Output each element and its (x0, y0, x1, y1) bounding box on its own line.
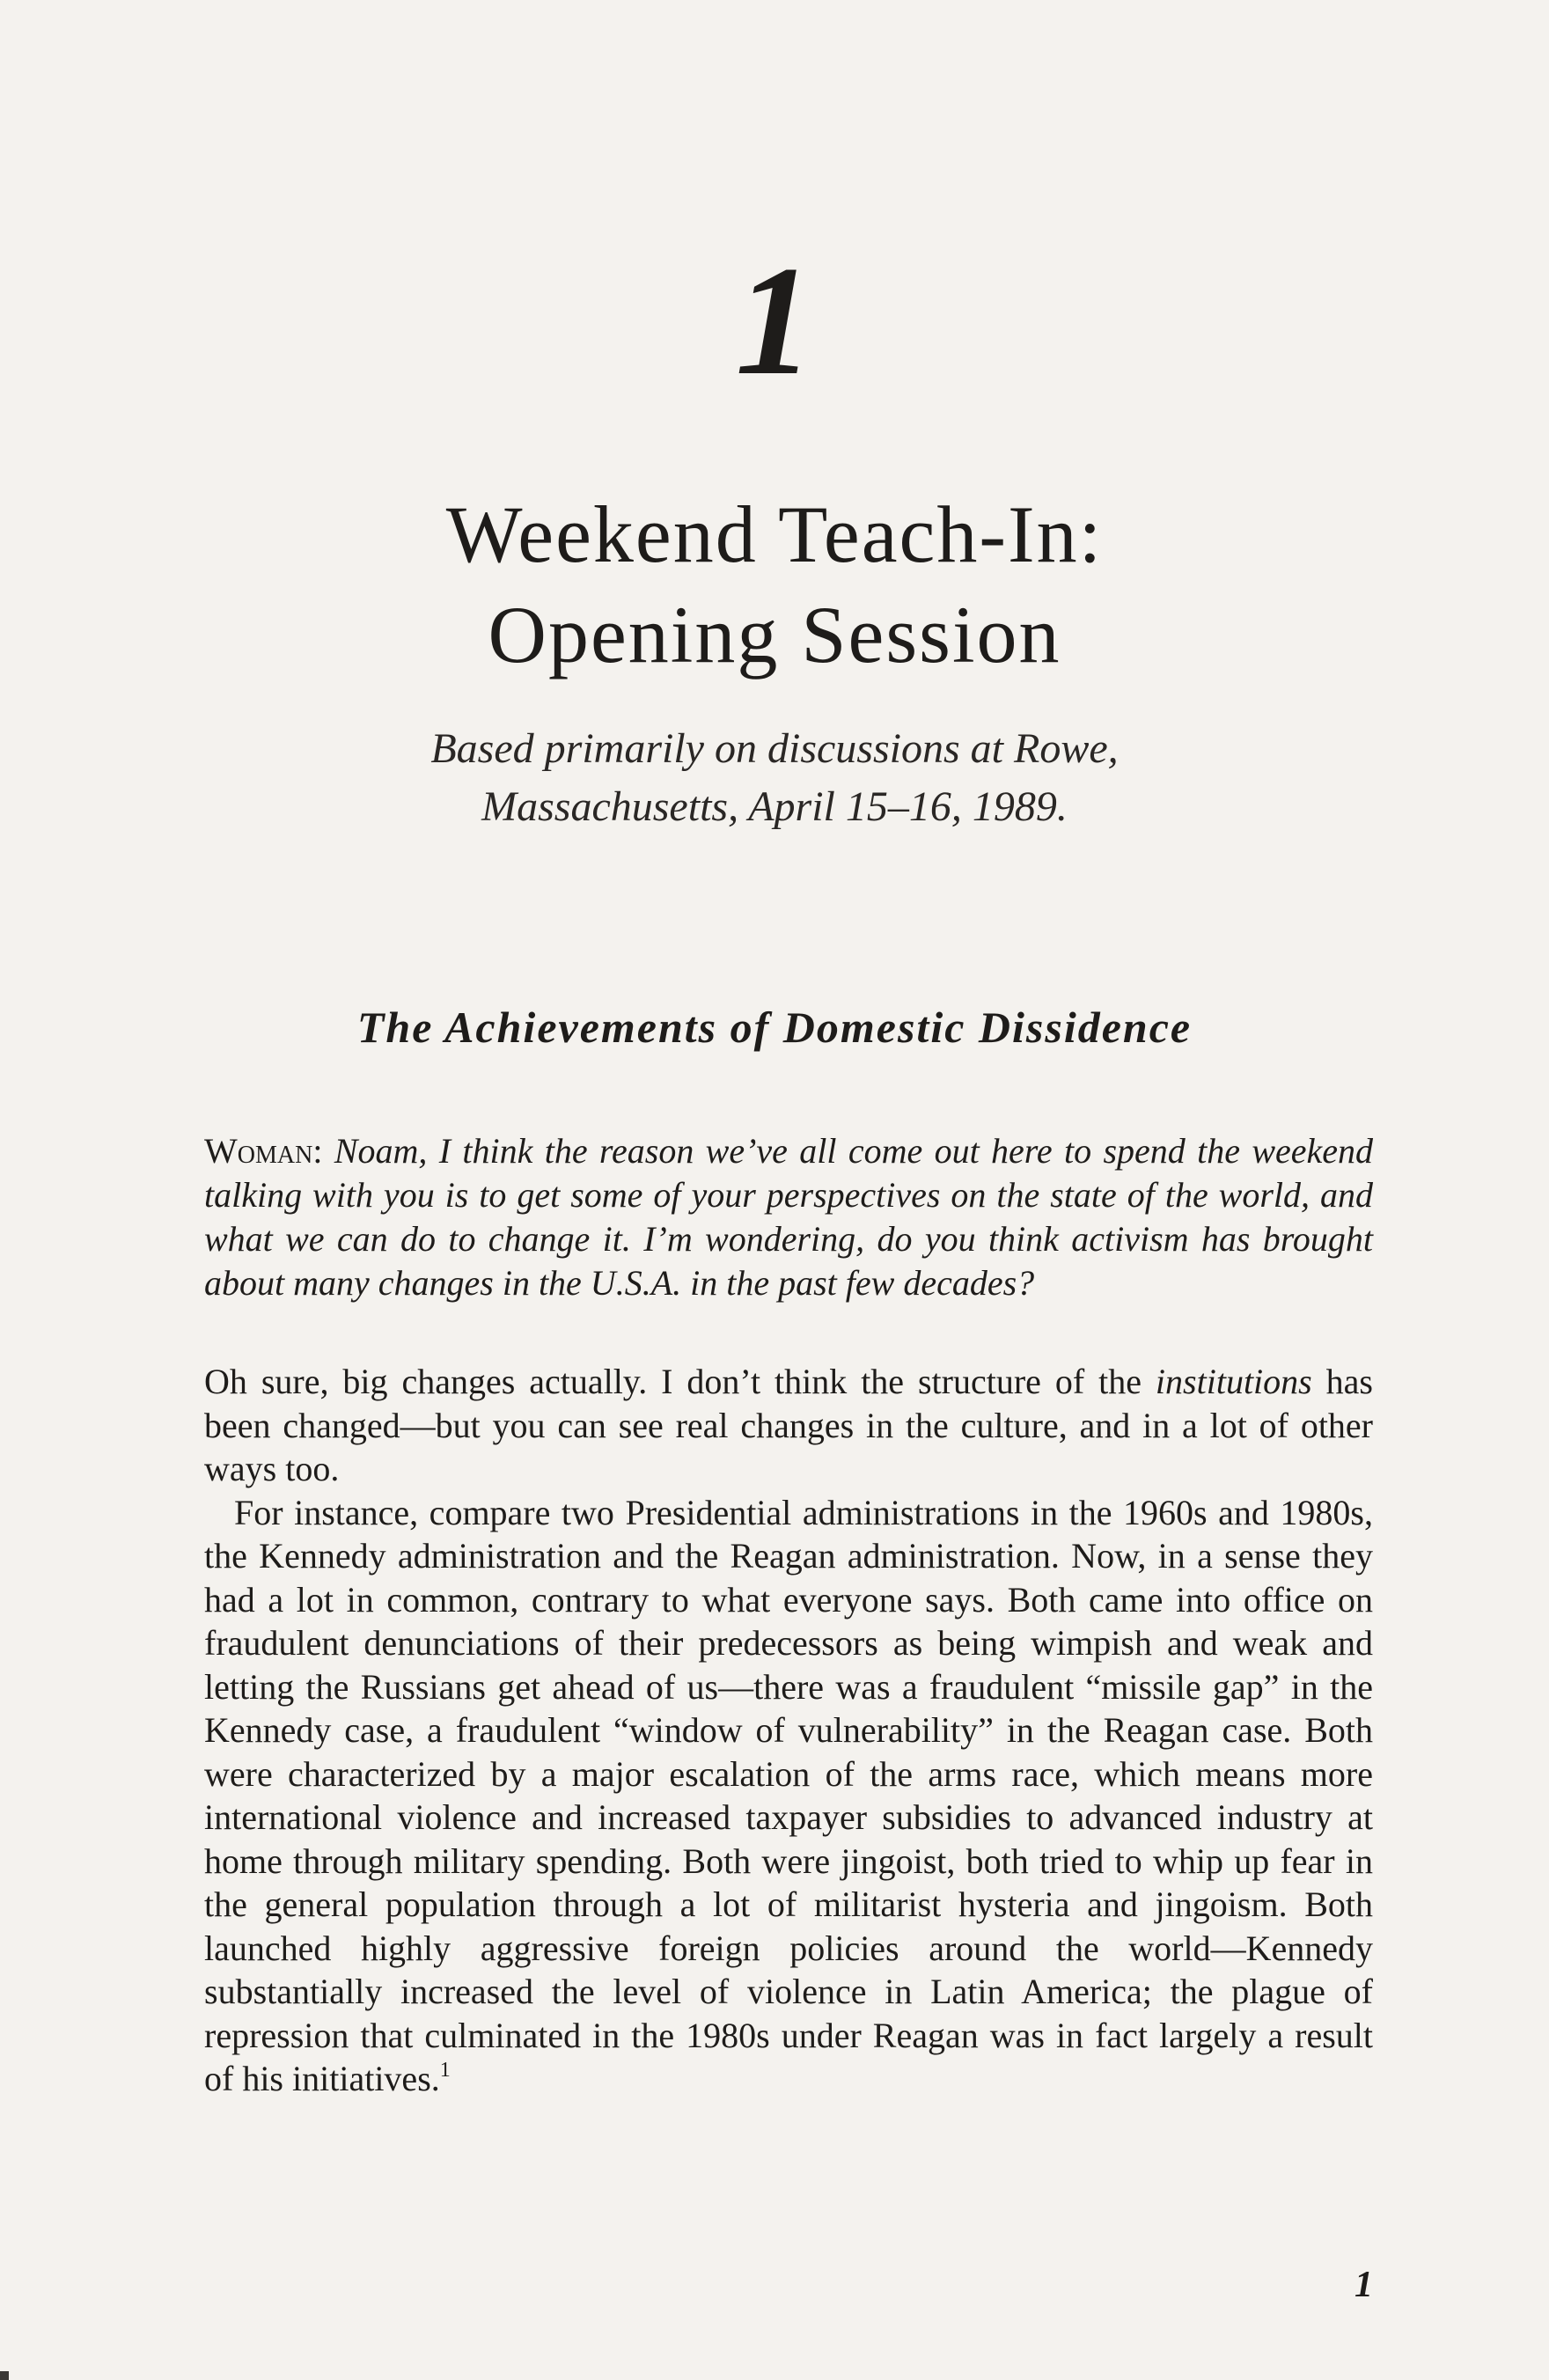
section-heading: The Achievements of Domestic Dissidence (356, 1003, 1193, 1052)
answer-text: has been changed—but you can see real changes in the culture, and in a lot of other ways too. (204, 1362, 1373, 1488)
chapter-title (0, 484, 1549, 685)
chapter-subtitle (0, 720, 1549, 836)
emphasis-text: institutions (1155, 1362, 1312, 1401)
question-paragraph (204, 1129, 1373, 1305)
chapter-number: 1 (735, 233, 814, 408)
footnote-reference: 1 (439, 2059, 451, 2082)
answer-body (204, 1360, 1373, 2101)
question-text: Noam, I think the reason we’ve all come out here to spend the weekend talking with you is to get some of your perspectives on the state of the world, and what we can do to change it. I’m wondering, do you think activism has brought about many changes in the U.S.A. in the past few decades? (204, 1131, 1374, 1303)
chapter-title-line: Weekend Teach-In: (445, 489, 1104, 579)
answer-paragraph (204, 1360, 1373, 1491)
subtitle-line: Massachusetts, April 15–16, 1989. (481, 783, 1068, 830)
question-speaker: Woman: (204, 1131, 323, 1171)
answer-text: Oh sure, big changes actually. I don’t think the structure of the (204, 1362, 1156, 1401)
answer-paragraph (204, 1491, 1373, 2101)
chapter-title-line: Opening Session (488, 590, 1061, 679)
subtitle-line: Based primarily on discussions at Rowe, (430, 725, 1119, 772)
scan-edge-mark (0, 2371, 9, 2380)
page-number: 1 (1354, 2265, 1373, 2305)
answer-text: For instance, compare two Presidential administrations in the 1960s and 1980s, the Kennedy administration and the Reagan administration. Now, in a sense they had a lot in common, contrary to what everyone says. Both came into office on fraudulent denunciations of their predecessors as being wimpish and weak and letting the Russians get ahead of us—there was a fraudulent “missile gap” in the Kennedy case, a fraudulent “window of vulnerability” in the Reagan case. Both were characterized by a major escalation of the arms race, which means more international violence and increased taxpayer subsidies to advanced industry at home through military spending. Both were jingoist, both tried to whip up fear in the general population through a lot of militarist hysteria and jingoism. Both launched highly aggressive foreign policies around the world—Kennedy substantially increased the level of violence in Latin America; the plague of repression that culminated in the 1980s under Reagan was in fact largely a result of his initiatives. (204, 1492, 1373, 2098)
